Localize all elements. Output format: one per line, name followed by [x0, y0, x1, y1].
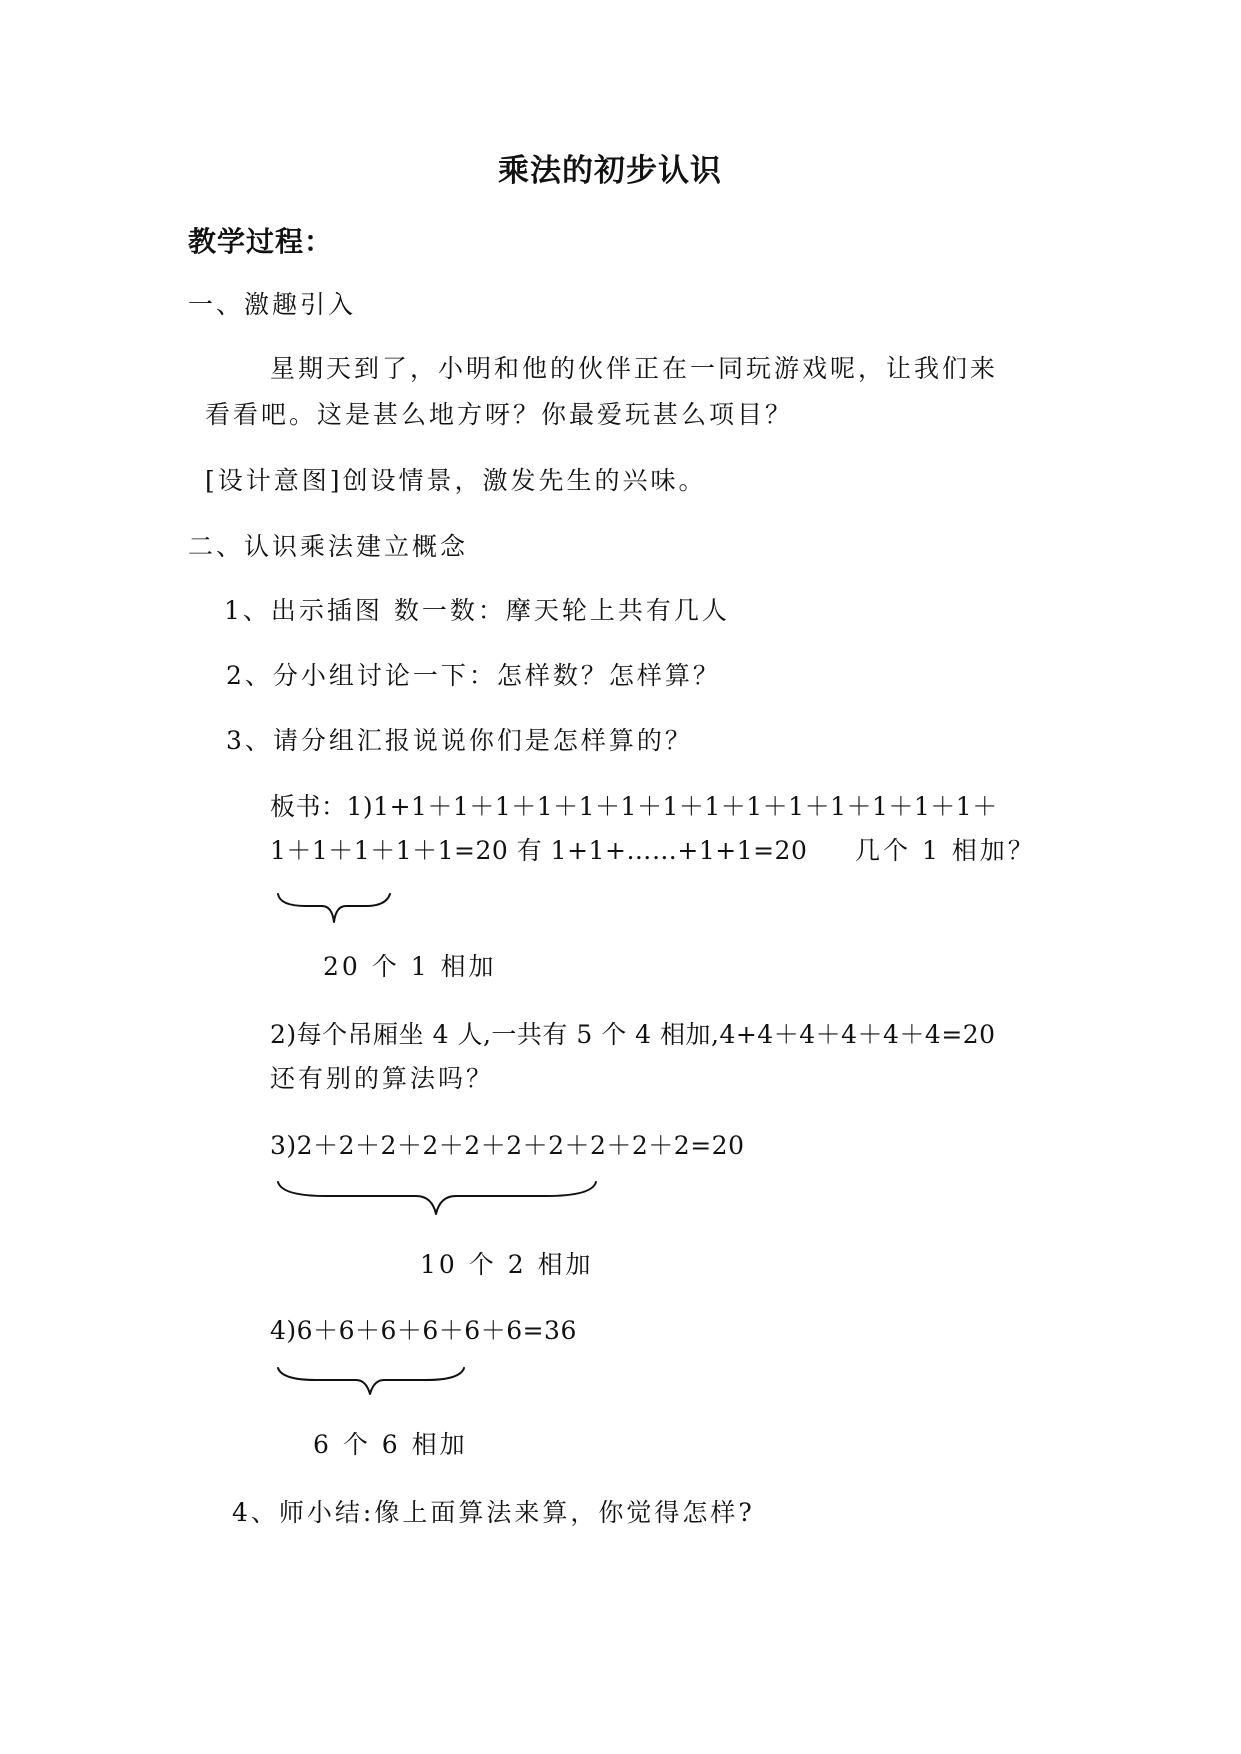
step1-text: 1、出示插图 数一数：摩天轮上共有几人 — [224, 596, 730, 625]
section1-title: 一、激趣引入 — [188, 290, 357, 319]
item2-line2: 还有别的算法吗？ — [270, 1064, 495, 1093]
intro-paragraph-line2: 看看吧。这是甚么地方呀？你最爱玩甚么项目？ — [205, 400, 794, 429]
item2-line1: 2)每个吊厢坐 4 人,一共有 5 个 4 相加,4+4＋4＋4＋4＋4=20 — [270, 1020, 996, 1049]
section-heading: 教学过程： — [188, 225, 334, 258]
board-line1: 板书：1)1+1＋1＋1＋1＋1＋1＋1＋1＋1＋1＋1＋1＋1＋1＋ — [270, 792, 998, 821]
brace4-label: 6 个 6 相加 — [313, 1430, 468, 1459]
design-intent-note: [设计意图]创设情景，激发先生的兴味。 — [205, 466, 707, 495]
intro-paragraph-line1: 星期天到了，小明和他的伙伴正在一同玩游戏呢，让我们来 — [270, 354, 999, 383]
item3-text: 3)2＋2＋2＋2＋2＋2＋2＋2＋2＋2=20 — [270, 1131, 745, 1160]
step3-text: 3、请分组汇报说说你们是怎样算的？ — [226, 726, 693, 755]
board-question: 几个 1 相加？ — [855, 836, 1036, 865]
board-line2: 1＋1＋1＋1＋1=20 有 1+1+……+1+1=20 — [270, 836, 808, 865]
step4-text: 4、师小结:像上面算法来算，你觉得怎样? — [232, 1498, 755, 1527]
item4-text: 4)6＋6＋6＋6＋6＋6=36 — [270, 1316, 577, 1345]
brace-20-ones — [276, 892, 396, 932]
brace3-label: 10 个 2 相加 — [420, 1250, 594, 1279]
brace-10-twos — [276, 1180, 598, 1224]
section2-title: 二、认识乘法建立概念 — [188, 532, 469, 561]
step2-text: 2、分小组讨论一下：怎样数？怎样算？ — [226, 661, 721, 690]
brace1-label: 20 个 1 相加 — [323, 952, 497, 981]
brace-6-sixes — [276, 1366, 468, 1406]
document-title: 乘法的初步认识 — [498, 153, 722, 189]
